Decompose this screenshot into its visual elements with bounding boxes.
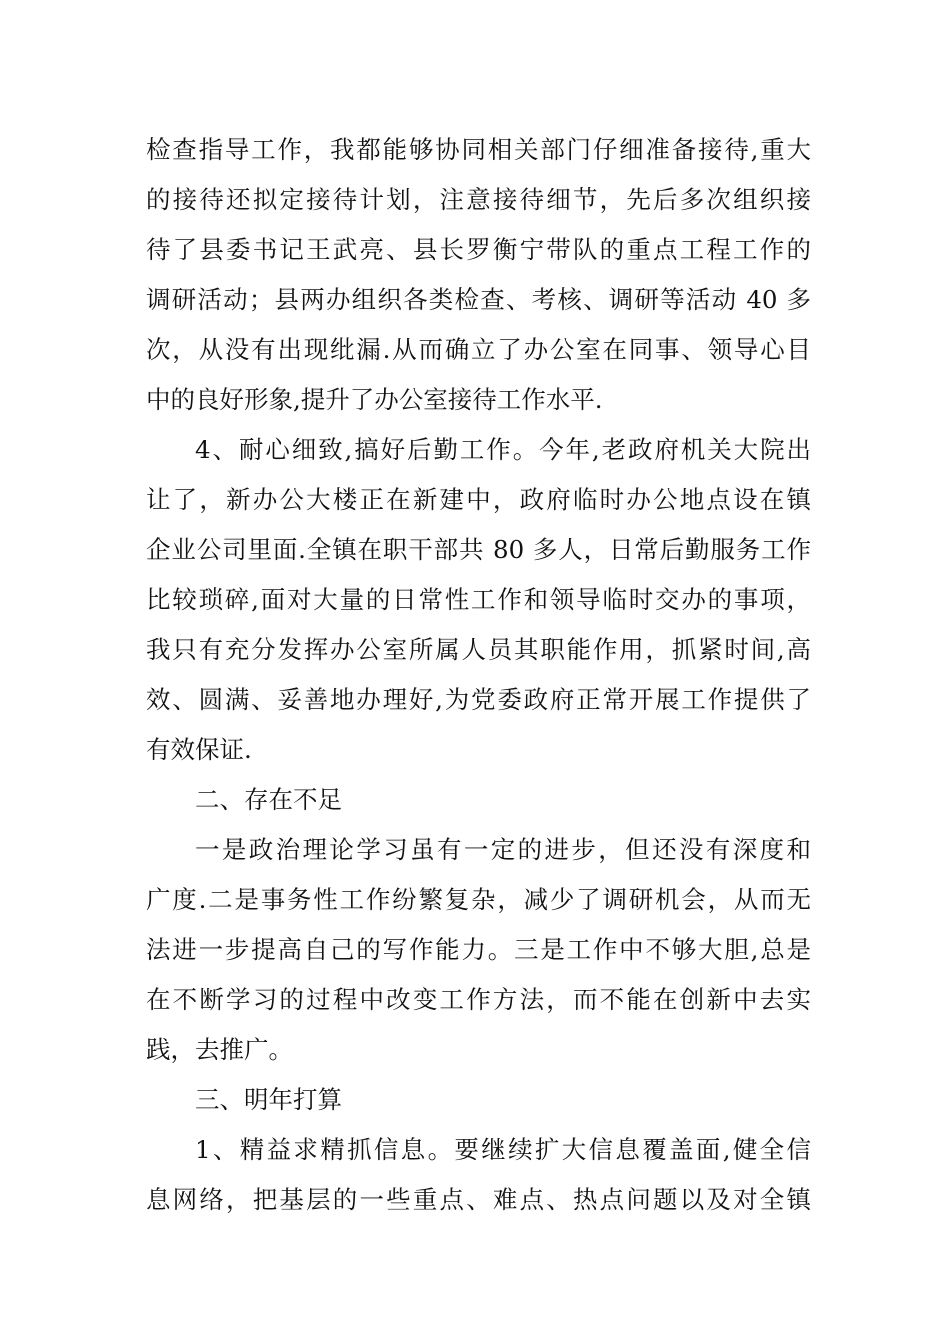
- text-line: 践，去推广。: [146, 1035, 293, 1064]
- text-line: 三、明年打算: [195, 1085, 342, 1114]
- text-line: 1、精益求精抓信息。要继续扩大信息覆盖面,健全信: [195, 1135, 811, 1164]
- paragraph-p2: [146, 425, 811, 775]
- paragraph-p1: [146, 125, 811, 425]
- section-heading-h3: [146, 1075, 811, 1125]
- text-line: 法进一步提高自己的写作能力。三是工作中不够大胆,总是: [146, 935, 811, 964]
- text-line: 我只有充分发挥办公室所属人员其职能作用，抓紧时间,高: [146, 635, 811, 664]
- text-line: 待了县委书记王武亮、县长罗衡宁带队的重点工程工作的: [146, 235, 811, 264]
- text-line: 二、存在不足: [195, 785, 342, 814]
- section-heading-h2: [146, 775, 811, 825]
- text-line: 中的良好形象,提升了办公室接待工作水平.: [146, 385, 603, 414]
- text-line: 广度.二是事务性工作纷繁复杂，减少了调研机会，从而无: [146, 885, 811, 914]
- text-line: 4、耐心细致,搞好后勤工作。今年,老政府机关大院出: [195, 435, 811, 464]
- text-line: 调研活动；县两办组织各类检查、考核、调研等活动 40 多: [146, 285, 811, 314]
- text-line: 企业公司里面.全镇在职干部共 80 多人，日常后勤服务工作: [146, 535, 811, 564]
- text-line: 让了，新办公大楼正在新建中，政府临时办公地点设在镇: [146, 485, 811, 514]
- text-line: 在不断学习的过程中改变工作方法，而不能在创新中去实: [146, 985, 811, 1014]
- paragraph-p4: [146, 1125, 811, 1225]
- paragraph-p3: [146, 825, 811, 1075]
- text-line: 有效保证.: [146, 735, 252, 764]
- text-line: 检查指导工作，我都能够协同相关部门仔细准备接待,重大: [146, 135, 811, 164]
- text-line: 比较琐碎,面对大量的日常性工作和领导临时交办的事项，: [146, 585, 811, 614]
- text-line: 一是政治理论学习虽有一定的进步，但还没有深度和: [195, 835, 811, 864]
- text-line: 效、圆满、妥善地办理好,为党委政府正常开展工作提供了: [146, 685, 811, 714]
- text-line: 的接待还拟定接待计划，注意接待细节，先后多次组织接: [146, 185, 811, 214]
- text-line: 次，从没有出现纰漏.从而确立了办公室在同事、领导心目: [146, 335, 811, 364]
- text-line: 息网络，把基层的一些重点、难点、热点问题以及对全镇: [146, 1185, 811, 1214]
- document-body: [146, 125, 811, 1225]
